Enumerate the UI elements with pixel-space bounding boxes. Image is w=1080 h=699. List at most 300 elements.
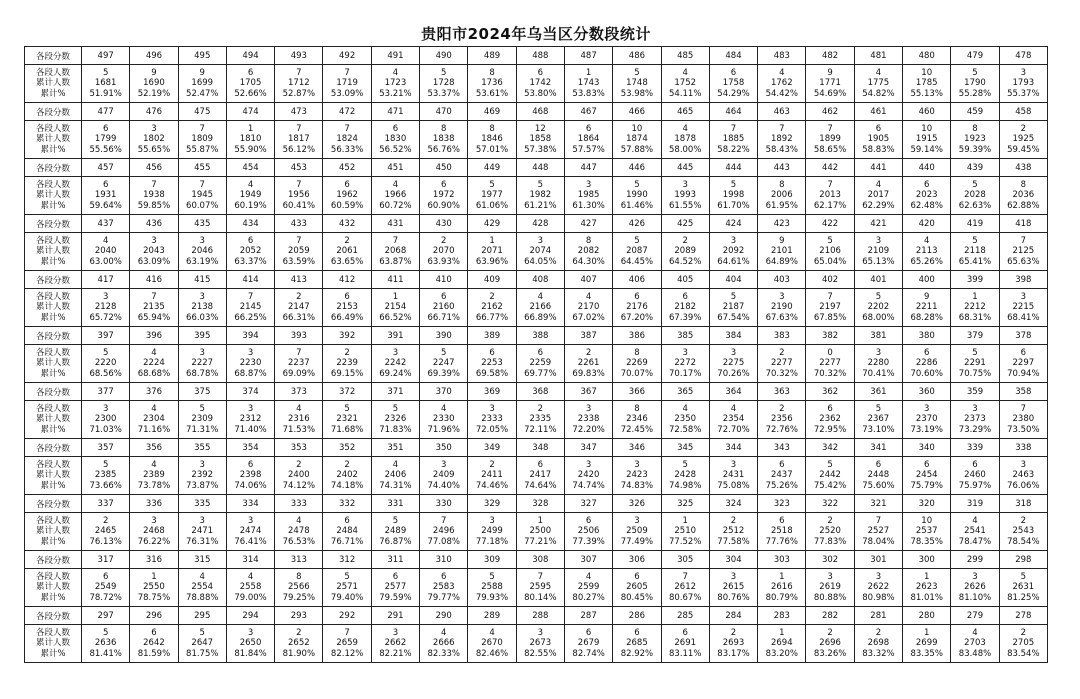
- label-cum: 累计人数: [35, 190, 70, 201]
- cumulative-value: 2338: [577, 414, 600, 425]
- cumulative-value: 2043: [143, 246, 165, 257]
- stats-row: [25, 121, 1048, 159]
- percent-value: 63.93%: [427, 256, 460, 267]
- count-value: 4: [972, 515, 978, 526]
- cumulative-value: 2052: [239, 246, 262, 257]
- score-cell: 455: [178, 159, 226, 177]
- stats-cell: [564, 233, 612, 271]
- percent-value: 60.41%: [282, 200, 316, 211]
- cumulative-value: 2510: [674, 526, 697, 537]
- percent-value: 55.56%: [89, 144, 122, 155]
- count-value: 4: [537, 291, 544, 302]
- percent-value: 79.00%: [234, 592, 267, 603]
- stats-cell: [709, 513, 757, 551]
- count-value: 4: [151, 347, 157, 358]
- label-pct: 累计%: [40, 648, 66, 659]
- stats-cell: [226, 289, 274, 327]
- percent-value: 54.69%: [813, 88, 847, 99]
- cumulative-value: 2297: [1012, 358, 1035, 369]
- count-value: 4: [585, 291, 592, 302]
- cumulative-value: 2380: [1012, 414, 1035, 425]
- percent-value: 74.12%: [282, 480, 316, 491]
- cumulative-value: 2350: [674, 414, 697, 425]
- stats-cell: [130, 401, 178, 439]
- stats-row-label: [25, 289, 82, 327]
- percent-value: 74.83%: [620, 480, 654, 491]
- score-cell: 290: [420, 607, 468, 625]
- cumulative-value: 2588: [481, 582, 503, 593]
- cumulative-value: 2212: [964, 302, 986, 313]
- cumulative-value: 1966: [384, 190, 407, 201]
- stats-cell: [516, 233, 564, 271]
- score-cell: 450: [420, 159, 468, 177]
- label-pct: 累计%: [40, 480, 66, 491]
- count-value: 2: [344, 235, 350, 246]
- count-value: 6: [1020, 347, 1027, 358]
- cumulative-value: 2423: [626, 470, 648, 481]
- percent-value: 60.59%: [330, 200, 364, 211]
- stats-cell: [564, 569, 612, 607]
- count-value: 8: [972, 123, 978, 134]
- count-value: 8: [779, 179, 785, 190]
- percent-value: 82.12%: [330, 648, 364, 659]
- count-value: 6: [247, 235, 254, 246]
- cumulative-value: 2017: [867, 190, 890, 201]
- stats-row: [25, 65, 1048, 103]
- count-value: 1: [682, 515, 688, 526]
- percent-value: 75.60%: [862, 480, 895, 491]
- percent-value: 77.21%: [524, 536, 557, 547]
- stats-cell: [226, 625, 274, 663]
- score-cell: 316: [130, 551, 178, 569]
- count-value: 6: [875, 459, 882, 470]
- stats-cell: [999, 345, 1047, 383]
- cumulative-value: 2631: [1012, 582, 1035, 593]
- cumulative-value: 1892: [770, 134, 793, 145]
- score-cell: 353: [275, 439, 323, 457]
- score-cell: 434: [226, 215, 274, 233]
- stats-cell: [564, 401, 612, 439]
- cumulative-value: 2227: [191, 358, 214, 369]
- cumulative-value: 1874: [626, 134, 648, 145]
- stats-cell: [420, 625, 468, 663]
- cumulative-value: 2125: [1012, 246, 1035, 257]
- count-value: 4: [296, 515, 302, 526]
- percent-value: 63.59%: [282, 256, 316, 267]
- cumulative-value: 2211: [915, 302, 938, 313]
- score-cell: 296: [130, 607, 178, 625]
- stats-cell: [516, 457, 564, 495]
- percent-value: 71.96%: [427, 424, 460, 435]
- cumulative-value: 1728: [432, 78, 455, 89]
- stats-cell: [371, 457, 419, 495]
- cumulative-value: 2623: [915, 582, 938, 593]
- cumulative-value: 2673: [529, 638, 552, 649]
- percent-value: 63.00%: [89, 256, 122, 267]
- count-value: 1: [247, 123, 254, 134]
- cumulative-value: 2280: [867, 358, 890, 369]
- cumulative-value: 2224: [143, 358, 165, 369]
- count-value: 3: [875, 235, 882, 246]
- percent-value: 66.71%: [427, 312, 460, 323]
- count-value: 2: [296, 459, 302, 470]
- stats-cell: [806, 289, 854, 327]
- cumulative-value: 2626: [964, 582, 986, 593]
- stats-cell: [613, 177, 661, 215]
- cumulative-value: 2242: [384, 358, 407, 369]
- cumulative-value: 1758: [722, 78, 745, 89]
- stats-cell: [468, 569, 516, 607]
- count-value: 7: [344, 67, 350, 78]
- count-value: 4: [102, 235, 109, 246]
- score-cell: 311: [371, 551, 419, 569]
- cumulative-value: 2176: [626, 302, 648, 313]
- percent-value: 67.85%: [813, 312, 847, 323]
- cumulative-value: 1956: [288, 190, 310, 201]
- score-cell: 305: [661, 551, 709, 569]
- stats-cell: [806, 233, 854, 271]
- score-distribution-table: [24, 46, 1048, 663]
- stats-cell: [371, 569, 419, 607]
- label-count: 各段人数: [35, 235, 70, 246]
- percent-value: 55.37%: [1007, 88, 1040, 99]
- stats-cell: [709, 625, 757, 663]
- stats-cell: [178, 177, 226, 215]
- count-value: 5: [489, 179, 495, 190]
- stats-row: [25, 513, 1048, 551]
- count-value: 3: [585, 403, 592, 414]
- score-row-label: 各段分数: [25, 607, 82, 625]
- percent-value: 70.94%: [1007, 368, 1040, 379]
- cumulative-value: 2326: [384, 414, 407, 425]
- percent-value: 74.18%: [330, 480, 364, 491]
- stats-row-label: [25, 457, 82, 495]
- cumulative-value: 2316: [288, 414, 310, 425]
- stats-cell: [661, 65, 709, 103]
- score-cell: 438: [999, 159, 1047, 177]
- stats-cell: [516, 513, 564, 551]
- cumulative-value: 1824: [336, 134, 358, 145]
- stats-cell: [806, 65, 854, 103]
- score-cell: 367: [564, 383, 612, 401]
- score-cell: 483: [758, 47, 806, 65]
- cumulative-value: 1810: [239, 134, 262, 145]
- stats-cell: [806, 401, 854, 439]
- percent-value: 76.87%: [379, 536, 412, 547]
- cumulative-value: 2261: [577, 358, 600, 369]
- percent-value: 79.59%: [379, 592, 412, 603]
- score-cell: 469: [468, 103, 516, 121]
- stats-cell: [806, 457, 854, 495]
- count-value: 4: [392, 459, 399, 470]
- percent-value: 54.82%: [862, 88, 895, 99]
- percent-value: 75.42%: [813, 480, 847, 491]
- count-value: 9: [779, 235, 785, 246]
- percent-value: 51.91%: [89, 88, 122, 99]
- percent-value: 75.08%: [717, 480, 750, 491]
- score-cell: 458: [999, 103, 1047, 121]
- stats-cell: [371, 401, 419, 439]
- score-cell: 415: [178, 271, 226, 289]
- label-pct: 累计%: [40, 256, 66, 267]
- cumulative-value: 1802: [143, 134, 165, 145]
- percent-value: 57.57%: [572, 144, 605, 155]
- stats-cell: [999, 289, 1047, 327]
- cumulative-value: 2612: [674, 582, 697, 593]
- percent-value: 83.11%: [669, 648, 702, 659]
- cumulative-value: 1743: [577, 78, 600, 89]
- percent-value: 77.08%: [427, 536, 460, 547]
- count-value: 2: [875, 627, 882, 638]
- score-cell: 400: [903, 271, 951, 289]
- cumulative-value: 2685: [626, 638, 648, 649]
- stats-row: [25, 289, 1048, 327]
- cumulative-value: 2239: [336, 358, 358, 369]
- count-value: 5: [537, 179, 544, 190]
- count-value: 3: [972, 403, 978, 414]
- score-cell: 446: [613, 159, 661, 177]
- count-value: 9: [827, 67, 833, 78]
- cumulative-value: 1899: [819, 134, 841, 145]
- cumulative-value: 2197: [819, 302, 841, 313]
- score-cell: 424: [709, 215, 757, 233]
- count-value: 2: [344, 459, 350, 470]
- label-cum: 累计人数: [35, 582, 70, 593]
- cumulative-value: 1977: [481, 190, 503, 201]
- percent-value: 52.87%: [282, 88, 316, 99]
- score-cell: 315: [178, 551, 226, 569]
- percent-value: 68.00%: [862, 312, 895, 323]
- score-cell: 486: [613, 47, 661, 65]
- cumulative-value: 2499: [481, 526, 503, 537]
- cumulative-value: 2703: [964, 638, 986, 649]
- count-value: 3: [682, 179, 688, 190]
- score-cell: 284: [709, 607, 757, 625]
- stats-cell: [854, 401, 902, 439]
- score-cell: 360: [903, 383, 951, 401]
- score-cell: 365: [661, 383, 709, 401]
- count-value: 5: [972, 235, 978, 246]
- stats-cell: [82, 513, 130, 551]
- stats-cell: [130, 513, 178, 551]
- score-cell: 493: [275, 47, 323, 65]
- score-cell: 411: [371, 271, 419, 289]
- score-cell: 280: [903, 607, 951, 625]
- percent-value: 80.45%: [620, 592, 654, 603]
- percent-value: 73.29%: [958, 424, 992, 435]
- cumulative-value: 2109: [867, 246, 890, 257]
- score-cell: 430: [420, 215, 468, 233]
- stats-cell: [709, 289, 757, 327]
- percent-value: 71.53%: [282, 424, 316, 435]
- percent-value: 77.49%: [620, 536, 654, 547]
- score-cell: 313: [275, 551, 323, 569]
- count-value: 6: [392, 123, 399, 134]
- score-cell: 304: [709, 551, 757, 569]
- count-value: 4: [875, 67, 882, 78]
- score-cell: 423: [758, 215, 806, 233]
- score-cell: 462: [806, 103, 854, 121]
- score-cell: 343: [758, 439, 806, 457]
- count-value: 2: [1020, 627, 1027, 638]
- percent-value: 73.78%: [137, 480, 171, 491]
- score-cell: 308: [516, 551, 564, 569]
- stats-cell: [903, 121, 951, 159]
- cumulative-value: 2506: [577, 526, 600, 537]
- percent-value: 53.61%: [475, 88, 509, 99]
- cumulative-value: 1775: [867, 78, 890, 89]
- label-pct: 累计%: [40, 424, 66, 435]
- count-value: 1: [585, 67, 592, 78]
- score-cell: 391: [371, 327, 419, 345]
- stats-cell: [82, 345, 130, 383]
- score-cell: 406: [613, 271, 661, 289]
- stats-cell: [323, 513, 371, 551]
- score-cell: 472: [323, 103, 371, 121]
- count-value: 5: [199, 627, 205, 638]
- percent-value: 62.29%: [862, 200, 895, 211]
- cumulative-value: 2237: [288, 358, 310, 369]
- score-cell: 480: [903, 47, 951, 65]
- score-row: [25, 47, 1048, 65]
- percent-value: 58.43%: [765, 144, 799, 155]
- percent-value: 59.45%: [1007, 144, 1040, 155]
- score-row-label: 各段分数: [25, 103, 82, 121]
- score-row-label: 各段分数: [25, 271, 82, 289]
- label-pct: 累计%: [40, 536, 66, 547]
- stats-cell: [178, 121, 226, 159]
- score-cell: 426: [613, 215, 661, 233]
- score-cell: 345: [661, 439, 709, 457]
- percent-value: 69.77%: [524, 368, 557, 379]
- cumulative-value: 2166: [529, 302, 552, 313]
- stats-cell: [226, 65, 274, 103]
- stats-cell: [951, 457, 999, 495]
- percent-value: 63.96%: [475, 256, 509, 267]
- count-value: 4: [779, 67, 785, 78]
- stats-cell: [806, 625, 854, 663]
- percent-value: 71.16%: [137, 424, 171, 435]
- stats-cell: [323, 289, 371, 327]
- score-cell: 495: [178, 47, 226, 65]
- stats-cell: [226, 233, 274, 271]
- cumulative-value: 2541: [964, 526, 986, 537]
- cumulative-value: 2330: [432, 414, 455, 425]
- count-value: 7: [296, 179, 302, 190]
- count-value: 2: [585, 347, 592, 358]
- percent-value: 53.21%: [379, 88, 412, 99]
- count-value: 6: [682, 291, 688, 302]
- score-cell: 433: [275, 215, 323, 233]
- count-value: 4: [875, 179, 882, 190]
- score-cell: 331: [371, 495, 419, 513]
- score-cell: 452: [323, 159, 371, 177]
- stats-cell: [758, 121, 806, 159]
- score-cell: 432: [323, 215, 371, 233]
- score-cell: 371: [371, 383, 419, 401]
- stats-cell: [854, 177, 902, 215]
- count-value: 3: [489, 403, 495, 414]
- count-value: 5: [102, 459, 109, 470]
- score-row-label: 各段分数: [25, 47, 82, 65]
- percent-value: 59.85%: [137, 200, 171, 211]
- score-cell: 287: [564, 607, 612, 625]
- score-row-label: 各段分数: [25, 495, 82, 513]
- cumulative-value: 2468: [143, 526, 165, 537]
- stats-cell: [854, 457, 902, 495]
- percent-value: 60.07%: [186, 200, 219, 211]
- score-row: [25, 327, 1048, 345]
- stats-cell: [564, 289, 612, 327]
- count-value: 5: [344, 403, 350, 414]
- stats-cell: [275, 513, 323, 551]
- score-row-label: 各段分数: [25, 551, 82, 569]
- score-cell: 382: [806, 327, 854, 345]
- count-value: 4: [489, 627, 495, 638]
- cumulative-value: 2190: [770, 302, 793, 313]
- label-count: 各段人数: [35, 123, 70, 134]
- stats-cell: [758, 233, 806, 271]
- score-cell: 494: [226, 47, 274, 65]
- cumulative-value: 2074: [529, 246, 552, 257]
- score-cell: 366: [613, 383, 661, 401]
- cumulative-value: 2465: [94, 526, 117, 537]
- stats-cell: [903, 569, 951, 607]
- label-pct: 累计%: [40, 88, 66, 99]
- score-cell: 306: [613, 551, 661, 569]
- percent-value: 58.00%: [669, 144, 702, 155]
- stats-cell: [903, 401, 951, 439]
- stats-cell: [226, 121, 274, 159]
- count-value: 4: [151, 403, 157, 414]
- score-row: [25, 271, 1048, 289]
- stats-row: [25, 401, 1048, 439]
- score-cell: 341: [854, 439, 902, 457]
- percent-value: 68.41%: [1007, 312, 1040, 323]
- stats-cell: [178, 65, 226, 103]
- score-table-container: [24, 22, 1048, 663]
- stats-cell: [516, 65, 564, 103]
- count-value: 6: [392, 571, 399, 582]
- score-cell: 417: [82, 271, 130, 289]
- count-value: 7: [875, 515, 882, 526]
- stats-cell: [709, 457, 757, 495]
- score-cell: 386: [613, 327, 661, 345]
- cumulative-value: 1945: [191, 190, 214, 201]
- cumulative-value: 2036: [1012, 190, 1035, 201]
- score-cell: 476: [130, 103, 178, 121]
- score-cell: 329: [468, 495, 516, 513]
- count-value: 2: [730, 627, 737, 638]
- score-cell: 300: [903, 551, 951, 569]
- score-cell: 355: [178, 439, 226, 457]
- stats-cell: [130, 345, 178, 383]
- percent-value: 79.93%: [475, 592, 509, 603]
- percent-value: 60.19%: [234, 200, 267, 211]
- score-cell: 388: [516, 327, 564, 345]
- stats-cell: [854, 513, 902, 551]
- stats-cell: [323, 121, 371, 159]
- stats-cell: [854, 233, 902, 271]
- cumulative-value: 1736: [481, 78, 503, 89]
- count-value: 4: [392, 179, 399, 190]
- stats-cell: [661, 233, 709, 271]
- percent-value: 61.46%: [620, 200, 654, 211]
- score-cell: 419: [951, 215, 999, 233]
- stats-cell: [420, 401, 468, 439]
- cumulative-value: 2417: [529, 470, 552, 481]
- cumulative-value: 2543: [1012, 526, 1035, 537]
